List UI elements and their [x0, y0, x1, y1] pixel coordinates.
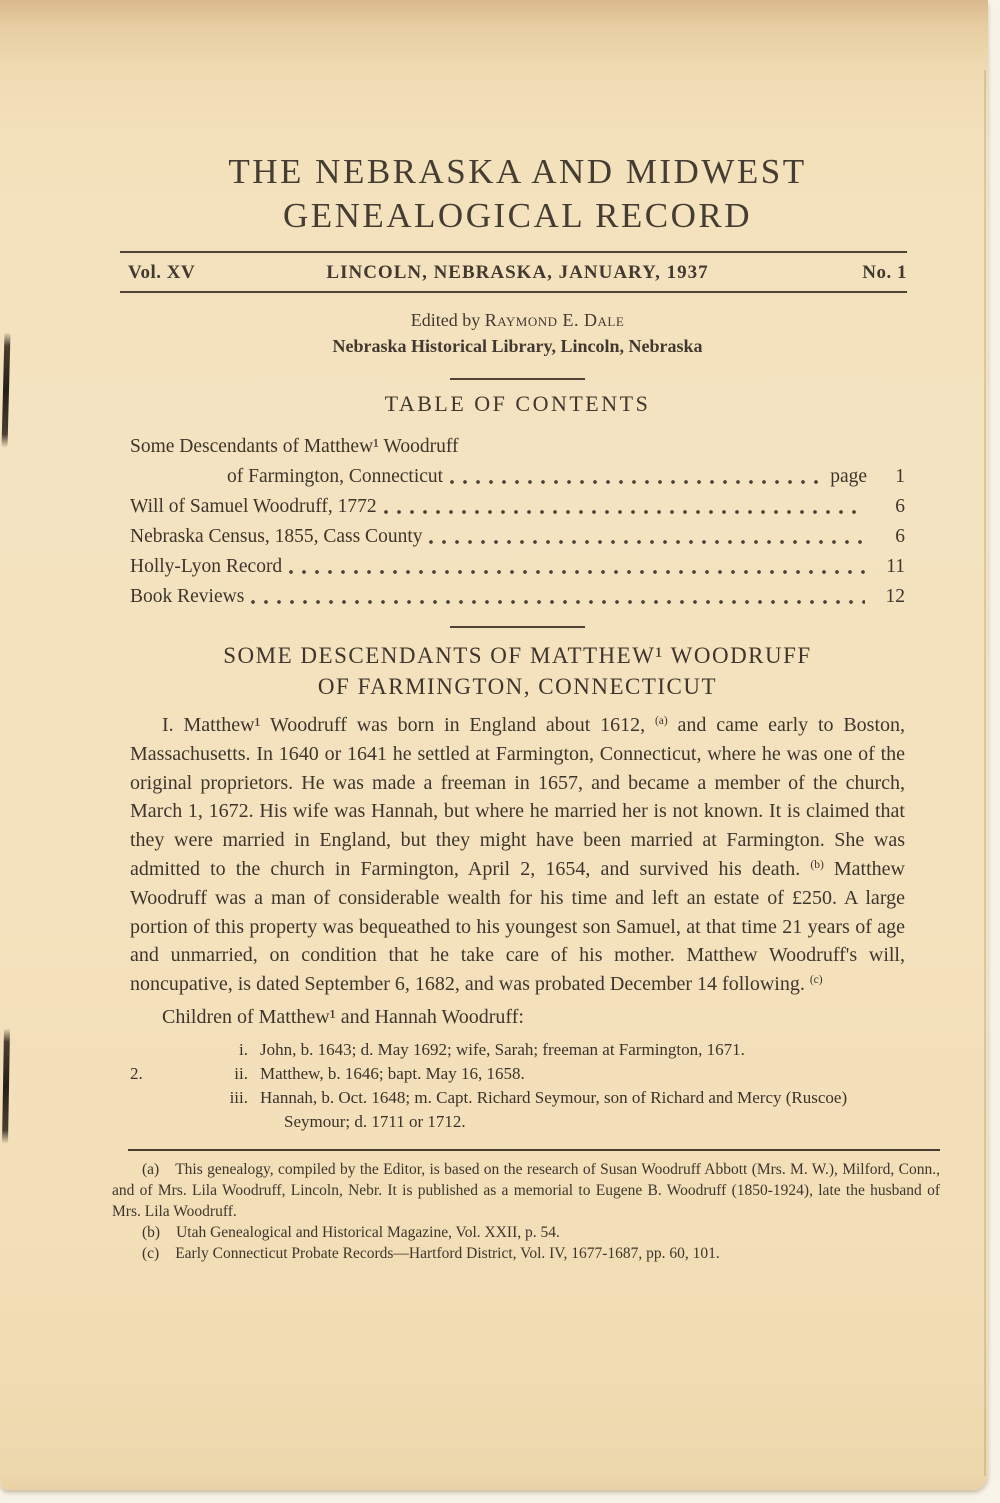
dot-leader	[449, 479, 826, 486]
toc-page-number: 11	[886, 556, 905, 577]
footnote-ref-b: (b)	[810, 858, 824, 871]
footnote-text: This genealogy, compiled by the Editor, is based on the research of Susan Woodruff Abbott (Mrs. M. W.), Milford, Conn., and of Mrs. Lila Woodruff, Lincoln, Nebr. It is published as a memorial to Eugene B. Woodruff (1850-1924), late the husband of Mrs. Lila Woodruff.	[112, 1160, 940, 1220]
footnote-ref-c: (c)	[809, 974, 823, 987]
edited-by-line	[130, 310, 905, 331]
dot-leader	[428, 539, 865, 546]
journal-title-line1: THE NEBRASKA AND MIDWEST	[228, 152, 807, 191]
toc-heading: TABLE OF CONTENTS	[384, 391, 651, 416]
dot-leader	[250, 599, 865, 606]
footnote-a	[112, 1159, 940, 1222]
toc-entry-title: Will of Samuel Woodruff, 1772	[130, 496, 377, 517]
toc-entry-title: of Farmington, Connecticut	[227, 466, 444, 487]
footnote-text: Early Connecticut Probate Records—Hartford District, Vol. IV, 1677-1687, pp. 60, 101.	[175, 1244, 720, 1262]
footnote-text: Utah Genealogical and Historical Magazine, Vol. XXII, p. 54.	[176, 1223, 560, 1241]
toc-page-word: page	[830, 466, 867, 487]
article-heading-line1: SOME DESCENDANTS OF MATTHEW¹ WOODRUFF	[223, 643, 812, 668]
toc-page-number: 12	[885, 586, 905, 607]
children-intro: Children of Matthew¹ and Hannah Woodruff:	[162, 1005, 524, 1028]
article-heading	[130, 640, 905, 702]
issue-place-date: LINCOLN, NEBRASKA, JANUARY, 1937	[326, 262, 709, 283]
paragraph-text: Matthew Woodruff was a man of considerable wealth for his time and left an estate of £250. A large portion of this property was bequeathed to his youngest son Samuel, at that time 21 years of age and unmarried, on condition that he take care of his mother. Matthew Woodruff's will, noncupative, is dated September 6, 1682, and was probated December 14 following.	[130, 857, 905, 996]
editor-name: Raymond E. Dale	[484, 310, 625, 330]
child-generation-number: 2.	[130, 1063, 143, 1083]
footnote-marker: (c)	[142, 1244, 160, 1262]
toc-page-number: 1	[895, 466, 905, 487]
footnotes	[112, 1159, 940, 1264]
edited-by-prefix: Edited by	[410, 310, 485, 330]
section-divider-rule	[450, 378, 585, 380]
paragraph-text: and came early to Boston, Massachusetts. In 1640 or 1641 he settled at Farmington, Connecticut, where he was one of the original proprietors. He was made a freeman in 1657, and became a member of the church, March 1, 1672. His wife was Hannah, but where he married her is not known. It is claimed that they were married in England, but they might have been married at Farmington. She was admitted to the church in Farmington, April 2, 1654, and survived his death.	[130, 714, 905, 880]
footnote-b	[112, 1222, 940, 1243]
article-heading-line2: OF FARMINGTON, CONNECTICUT	[317, 674, 718, 699]
issue-number: No. 1	[862, 262, 907, 283]
toc-entry-title: Holly-Lyon Record	[130, 556, 283, 577]
toc-entry	[130, 432, 905, 462]
toc-entry	[130, 552, 905, 582]
dot-leader	[288, 569, 865, 576]
toc-entry-title: Book Reviews	[130, 586, 245, 607]
child-roman-numeral: iii.	[229, 1087, 248, 1107]
toc-page-number: 6	[895, 526, 905, 547]
toc-entry	[130, 492, 905, 522]
child-entry-text: Hannah, b. Oct. 1648; m. Capt. Richard Seymour, son of Richard and Mercy (Ruscoe) Seymour; d. 1711 or 1712.	[260, 1087, 848, 1131]
journal-title-line2: GENEALOGICAL RECORD	[282, 196, 753, 235]
toc-page-number: 6	[895, 496, 905, 517]
child-entry-text: John, b. 1643; d. May 1692; wife, Sarah; freeman at Farmington, 1671.	[260, 1039, 745, 1059]
child-generation-number	[130, 1086, 188, 1134]
footnote-rule	[128, 1149, 940, 1151]
dot-leader	[383, 509, 865, 516]
child-generation-number	[130, 1038, 188, 1062]
editor-affiliation: Nebraska Historical Library, Lincoln, Nebraska	[332, 336, 703, 356]
article-paragraph	[130, 711, 905, 999]
list-item	[130, 1062, 905, 1086]
article-divider-rule	[450, 626, 585, 628]
toc-entry	[130, 582, 905, 612]
toc-entry	[130, 462, 905, 492]
footnote-ref-a: (a)	[654, 715, 668, 727]
footnote-marker: (a)	[142, 1160, 160, 1178]
toc-entry	[130, 522, 905, 552]
masthead-row	[120, 253, 907, 291]
footnote-marker: (b)	[142, 1223, 161, 1241]
list-item	[130, 1038, 905, 1062]
children-list	[130, 1038, 905, 1134]
table-of-contents	[130, 432, 905, 612]
footnote-c	[112, 1243, 940, 1264]
toc-entry-title: Nebraska Census, 1855, Cass County	[130, 526, 423, 547]
child-roman-numeral: i.	[239, 1039, 248, 1059]
paragraph-text: I. Matthew¹ Woodruff was born in England about 1612,	[162, 714, 655, 736]
toc-entry-title: Some Descendants of Matthew¹ Woodruff	[130, 436, 459, 457]
masthead-rule-bottom	[120, 291, 907, 293]
volume-label: Vol. XV	[128, 262, 196, 283]
list-item	[130, 1086, 905, 1134]
child-roman-numeral: ii.	[234, 1063, 248, 1083]
child-entry-text: Matthew, b. 1646; bapt. May 16, 1658.	[260, 1063, 525, 1083]
journal-title	[130, 150, 905, 238]
